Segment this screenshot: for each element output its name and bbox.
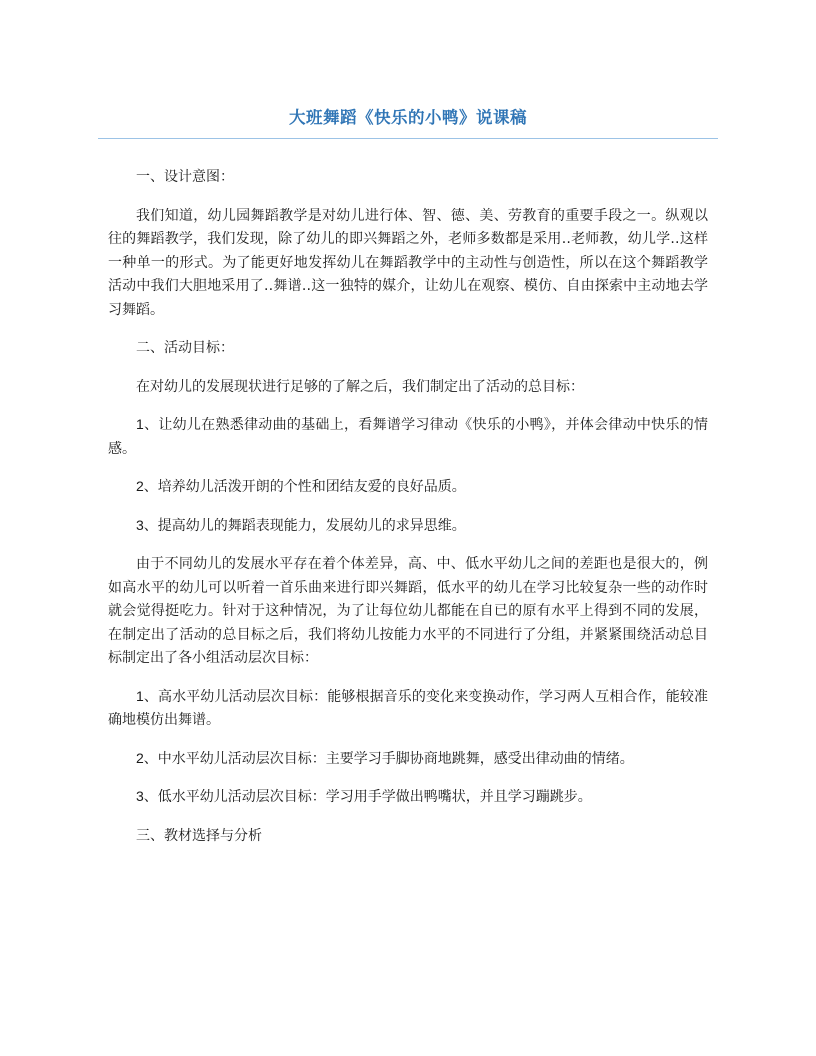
paragraph-list-item: 2、中水平幼儿活动层次目标：主要学习手脚协商地跳舞，感受出律动曲的情绪。: [136, 749, 634, 766]
title-divider: [98, 138, 718, 139]
paragraph-section-heading: 一、设计意图：: [136, 168, 234, 184]
paragraph: 在对幼儿的发展现状进行足够的了解之后，我们制定出了活动的总目标：: [136, 377, 584, 394]
paragraph: 我们知道，幼儿园舞蹈教学是对幼儿进行体、智、德、美、劳教育的重要手段之一。纵观以往的舞蹈教学，我们发现，除了幼儿的即兴舞蹈之外，老师多数都是采用‥老师教，幼儿学‥这样一种单一的形式。为了能更好地发挥幼儿在舞蹈教学中的主动性与创造性，所以在这个舞蹈教学活动中我们大胆地采用了‥舞谱‥这一独特的媒介，让幼儿在观察、模仿、自由探索中主动地去学习舞蹈。: [108, 206, 708, 317]
document-body: [108, 165, 708, 847]
paragraph-list-item: 1、高水平幼儿活动层次目标：能够根据音乐的变化来变换动作，学习两人互相合作，能较准确地模仿出舞谱。: [108, 687, 708, 728]
paragraph-list-item: 1、让幼儿在熟悉律动曲的基础上，看舞谱学习律动《快乐的小鸭》，并体会律动中快乐的情感。: [108, 416, 708, 456]
paragraph-section-heading: 三、教材选择与分析: [136, 826, 262, 843]
paragraph-list-item: 2、培养幼儿活泼开朗的个性和团结友爱的良好品质。: [136, 478, 466, 495]
paragraph-list-item: 3、低水平幼儿活动层次目标：学习用手学做出鸭嘴状，并且学习蹦跳步。: [136, 788, 592, 805]
document-title: 大班舞蹈《快乐的小鸭》说课稿: [289, 109, 527, 127]
paragraph-list-item: 3、提高幼儿的舞蹈表现能力，发展幼儿的求异思维。: [136, 516, 466, 533]
paragraph: 由于不同幼儿的发展水平存在着个体差异，高、中、低水平幼儿之间的差距也是很大的，例如高水平的幼儿可以听着一首乐曲来进行即兴舞蹈，低水平的幼儿在学习比较复杂一些的动作时就会觉得挺吃力。针对于这种情况，为了让每位幼儿都能在自已的原有水平上得到不同的发展，在制定出了活动的总目标之后，我们将幼儿按能力水平的不同进行了分组，并紧紧围绕活动总目标制定出了各小组活动层次目标：: [108, 555, 708, 666]
paragraph-section-heading: 二、活动目标：: [136, 339, 234, 356]
